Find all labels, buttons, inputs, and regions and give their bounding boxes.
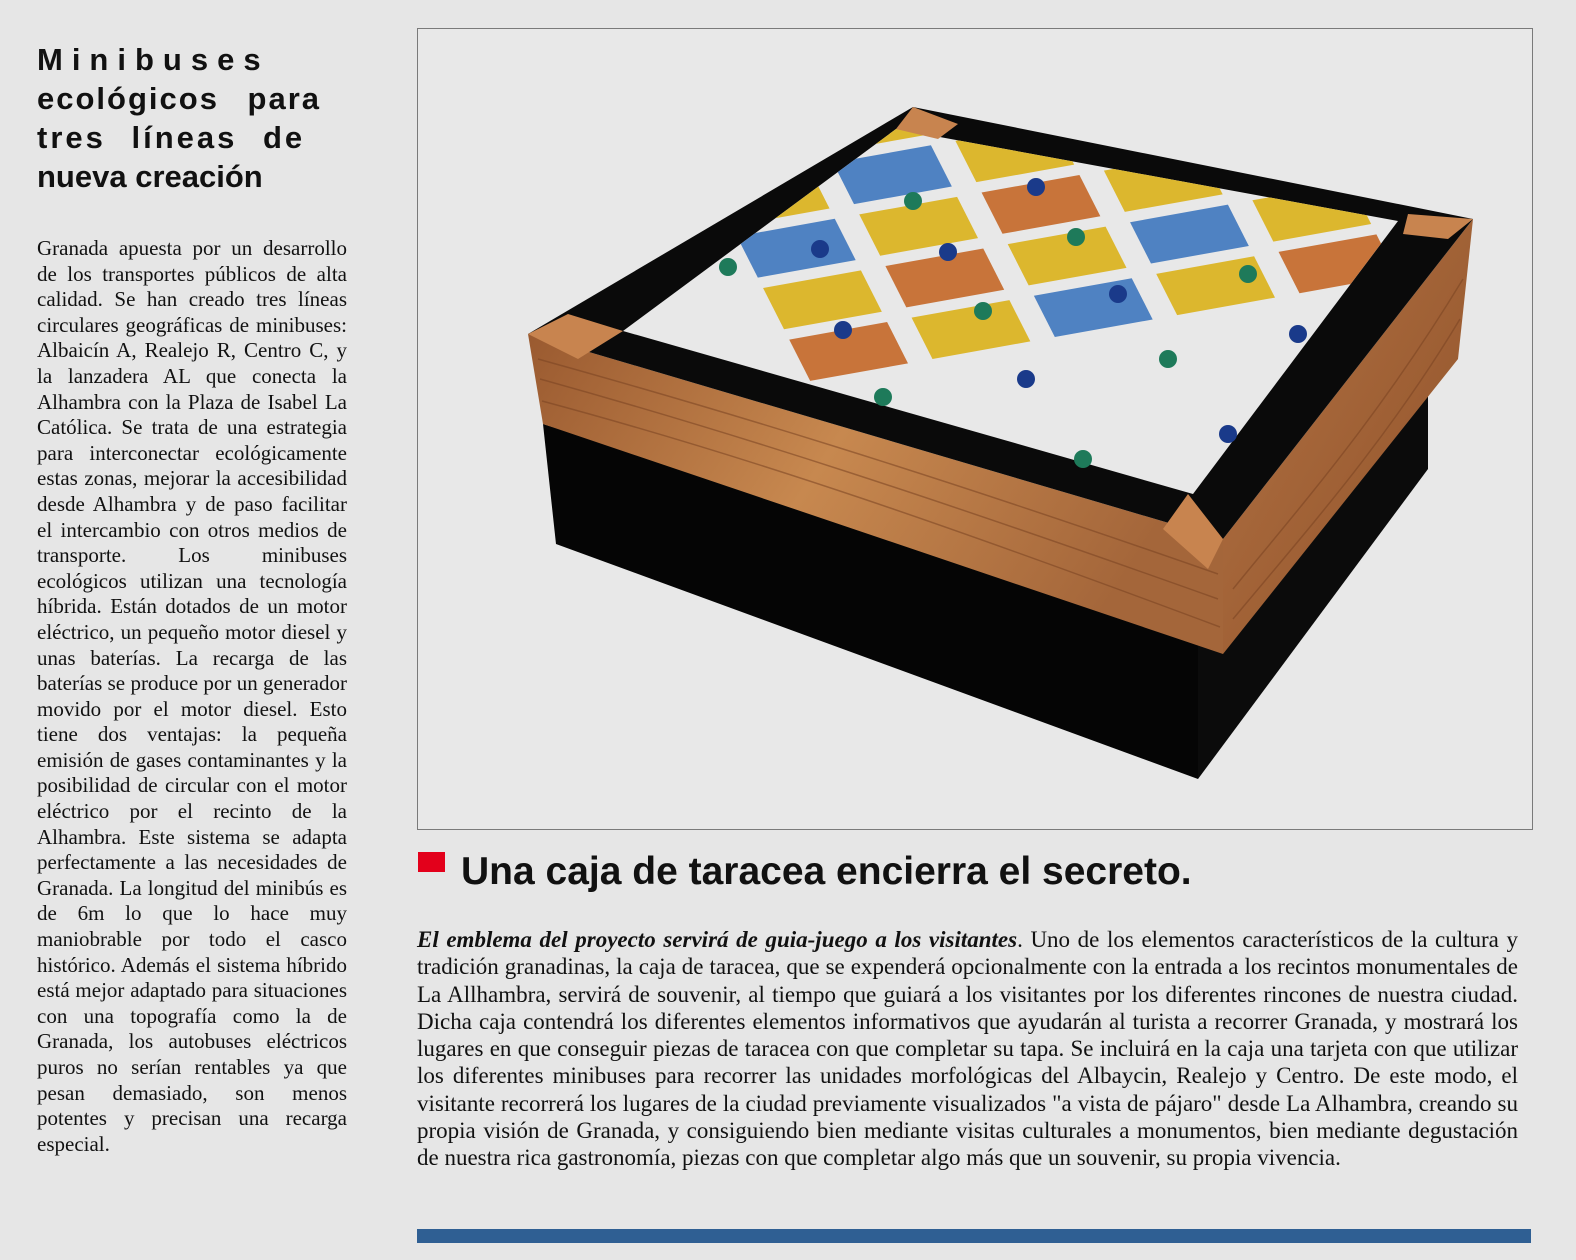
article-body: . Uno de los elementos característicos de la cultura y tradición granadinas, la caja de taracea, que se expenderá opcionalmente con la entrada a los recintos monumentales de La Allhambra, servirá de souvenir, al tiempo que guiará a los visitantes por los diferentes rincones de nuestra ciudad. Dicha caja contendrá los diferentes elementos informativos que ayudarán al turista a recorrer Granada, y mostrará los lugares en que conseguir piezas de taracea con que completar su tapa. Se incluirá en la caja una tarjeta con que utilizar los diferentes minibuses para recorrer las unidades morfológicas del Albaycin, Realejo y Centro. De este modo, el visitante recorrerá los lugares de la ciudad previamente visualizados "a vista de pájaro" desde La Alhambra, creando su propia visión de Granada, y consiguiendo bien mediante visitas culturales a monumentos, bien mediante degustación de nuestra rica gastronomía, piezas con que completar algo más que un souvenir, su propia vivencia. bbox=[417, 927, 1518, 1171]
section-marker bbox=[418, 852, 445, 872]
sidebar-column bbox=[37, 40, 347, 1157]
sidebar-title-line: ecológicos para bbox=[37, 81, 322, 116]
taracea-box-illustration bbox=[417, 28, 1533, 830]
article-lead: El emblema del proyecto servirá de guia-juego a los visitantes bbox=[417, 927, 1018, 952]
bottom-rule bbox=[417, 1229, 1531, 1243]
main-article-text bbox=[417, 926, 1518, 1172]
sidebar-title-line: tres líneas de bbox=[37, 120, 306, 155]
sidebar-title-line: Minibuses bbox=[37, 42, 270, 77]
taracea-box-drawing bbox=[418, 29, 1532, 829]
sidebar-article-text: Granada apuesta por un desarrollo de los transportes públicos de alta calidad. Se han creado tres líneas circulares geográficas de minibuses: Albaicín A, Realejo R, Centro C, y la lanzadera AL que conecta la Alhambra con la Plaza de Isabel La Católica. Se trata de una estrategia para interconectar ecológicamente estas zonas, mejorar la accesibilidad desde Alhambra y de paso facilitar el intercambio con otros medios de transporte. Los minibuses ecológicos utilizan una tecnología híbrida. Están dotados de un motor eléctrico, un pequeño motor diesel y unas baterías. La recarga de las baterías se produce por un generador movido por el motor diesel. Esto tiene dos ventajas: la pequeña emisión de gases contaminantes y la posibilidad de circular con el motor eléctrico por el recinto de la Alhambra. Este sistema se adapta perfectamente a las necesidades de Granada. La longitud del minibús es de 6m lo que lo hace muy maniobrable por todo el casco histórico. Además el sistema híbrido está mejor adaptado para situaciones con una topografía como la de Granada, los autobuses eléctricos puros no serían rentables ya que pesan demasiado, son menos potentes y precisan una recarga especial. bbox=[37, 236, 347, 1156]
section-heading: Una caja de taracea encierra el secreto. bbox=[461, 850, 1192, 893]
sidebar-title bbox=[37, 40, 347, 196]
sidebar-title-line: nueva creación bbox=[37, 159, 263, 194]
